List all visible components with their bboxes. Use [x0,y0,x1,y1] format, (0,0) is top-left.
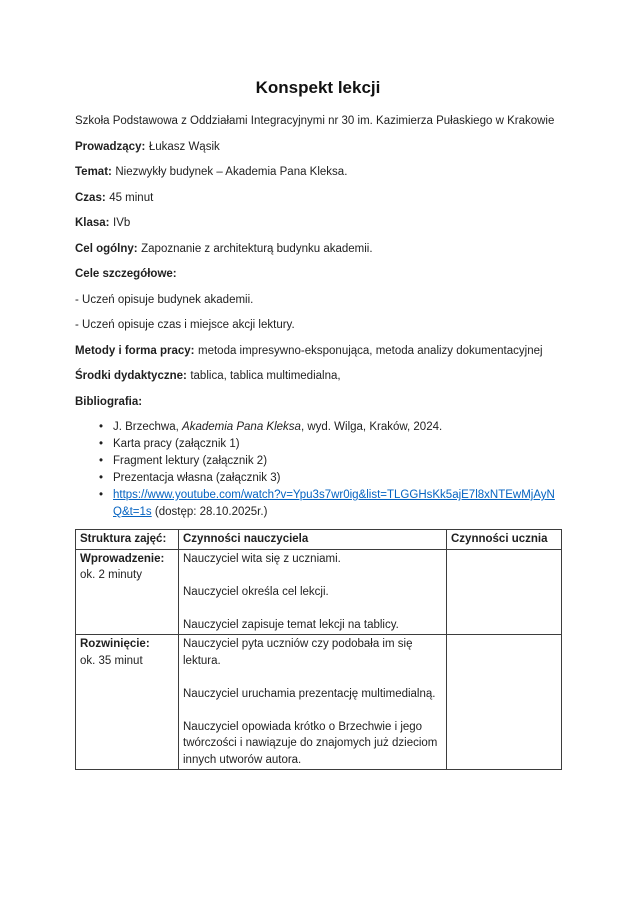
blank-line [183,702,442,719]
header-struktura: Struktura zajęć: [76,530,179,550]
entry-book-title: Akademia Pana Kleksa [182,421,301,433]
field-value: tablica, tablica multimedialna, [190,370,341,382]
youtube-link[interactable]: https://www.youtube.com/watch?v=Ypu3s7wr0ig&list=TLGGHsKk5ajE7l8xNTEwMjAyNQ&t=1s [113,489,555,518]
bibliography-item [75,453,561,470]
field-label: Temat: [75,166,112,178]
stage-cell [76,635,179,770]
field-label: Metody i forma pracy: [75,344,195,357]
field-value: Niezwykły budynek – Akademia Pana Kleksa. [115,166,348,178]
entry-text: J. Brzechwa, [113,421,183,433]
header-czynnosci-nauczyciela: Czynności nauczyciela [179,530,447,550]
student-actions-cell [447,635,562,770]
lesson-table [75,529,562,770]
stage-duration: ok. 2 minuty [80,569,142,581]
bibliography-entry [113,436,561,453]
bullet-icon: • [99,472,104,484]
blank-line [183,567,442,584]
bullet-icon: • [99,455,104,467]
field-label: Prowadzący: [75,140,146,153]
bibliography-list [75,419,561,521]
bullet-icon: • [99,421,104,433]
field-prowadzacy [75,139,561,155]
blank-line [183,600,442,617]
header-czynnosci-ucznia: Czynności ucznia [447,530,562,550]
field-value: Zapoznanie z architekturą budynku akademii. [141,242,373,255]
field-srodki [75,368,561,384]
field-value: IVb [113,217,131,229]
field-label: Cele szczegółowe: [75,268,177,280]
heading-cele-szczegolowe [75,266,561,282]
field-value: Łukasz Wąsik [148,140,220,153]
field-czas [75,190,561,206]
table-row [76,635,562,770]
field-temat [75,164,561,180]
table-row [76,549,562,635]
bibliography-item [75,487,561,521]
field-label: Klasa: [75,217,110,229]
teacher-action: Nauczyciel zapisuje temat lekcji na tablicy. [183,618,399,631]
field-klasa [75,215,561,231]
field-label: Środki dydaktyczne: [75,370,187,382]
entry-text: Prezentacja własna (załącznik 3) [113,472,281,484]
teacher-action: Nauczyciel określa cel lekcji. [183,585,329,598]
blank-line [183,669,442,686]
objective-line-1 [75,292,561,308]
bibliography-entry [113,419,561,436]
teacher-actions-cell [179,635,447,770]
entry-text: (dostęp: 28.10.2025r.) [151,506,268,518]
stage-name: Wprowadzenie: [80,552,165,565]
entry-text: Fragment lektury (załącznik 2) [113,455,268,467]
teacher-action: Nauczyciel opowiada krótko o Brzechwie i jego twórczości i nawiązuje do znajomych już dzieciom innych utworów autora. [183,720,438,766]
field-value: Szkoła Podstawowa z Oddziałami Integracyjnymi nr 30 im. Kazimierza Pułaskiego w Krakowie [75,115,555,127]
student-actions-cell [447,549,562,635]
entry-text: , wyd. Wilga, Kraków, 2024. [300,421,443,433]
stage-cell [76,549,179,635]
objective-line-2 [75,317,561,333]
field-value: 45 minut [109,191,154,204]
bibliography-entry [113,487,561,521]
bibliography-item [75,419,561,436]
stage-name: Rozwinięcie: [80,638,150,650]
teacher-action: Nauczyciel uruchamia prezentację multimedialną. [183,687,436,700]
stage-duration: ok. 35 minut [80,654,143,667]
bibliography-entry [113,453,561,470]
field-value: metoda impresywno-eksponująca, metoda analizy dokumentacyjnej [198,344,543,357]
bibliography-entry [113,470,561,487]
teacher-actions-cell [179,549,447,635]
field-label: Czas: [75,191,106,204]
entry-text: Karta pracy (załącznik 1) [113,438,240,450]
field-metody [75,343,561,359]
bullet-icon: • [99,489,104,501]
field-value: - Uczeń opisuje budynek akademii. [75,293,254,306]
page-title: Konspekt lekcji [255,78,381,97]
bibliography-item [75,436,561,453]
bibliography-item [75,470,561,487]
field-label: Bibliografia: [75,395,143,408]
paragraph-school [75,113,561,129]
teacher-action: Nauczyciel wita się z uczniami. [183,552,341,565]
table-header-row [76,530,562,550]
heading-bibliografia [75,394,561,410]
bullet-icon: • [99,438,104,450]
teacher-action: Nauczyciel pyta uczniów czy podobała im się lektura. [183,638,413,667]
field-label: Cel ogólny: [75,242,138,255]
field-value: - Uczeń opisuje czas i miejsce akcji lektury. [75,319,295,331]
field-cel-ogolny [75,241,561,257]
